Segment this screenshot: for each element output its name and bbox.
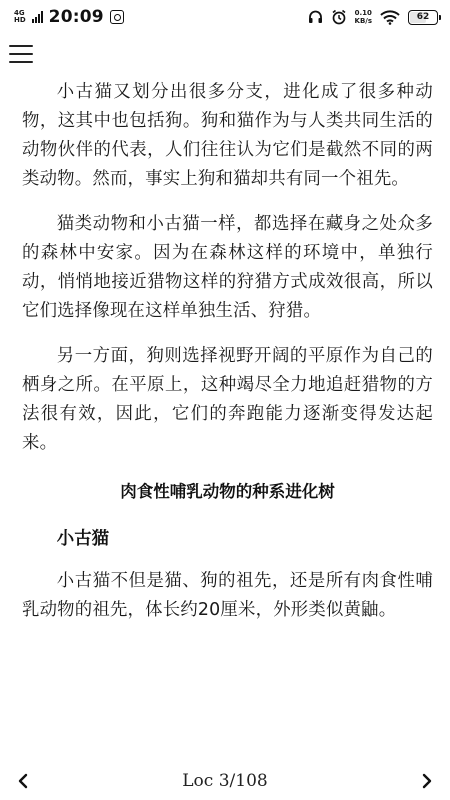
status-bar xyxy=(0,0,450,34)
network-speed-value: 0.10 xyxy=(354,9,372,17)
cellular-signal-icon xyxy=(32,11,43,23)
clock: 20:09 xyxy=(48,7,104,27)
previous-page-button[interactable] xyxy=(12,770,34,792)
paragraph: 猫类动物和小古猫一样，都选择在藏身之处众多的森林中安家。因为在森林这样的环境中，单独行动，悄悄地接近猎物这样的狩猎方式成效很高，所以它们选择像现在这样单独生活、狩猎。 xyxy=(22,214,433,321)
battery-level: 62 xyxy=(416,12,430,22)
network-sub-label: HD xyxy=(14,16,26,24)
paragraph: 小古猫又划分出很多分支，进化成了很多种动物，这其中也包括狗。狗和猫作为与人类共同生活的动物伙伴的代表，人们往往认为它们是截然不同的两类动物。然而，事实上狗和猫却共有同一个祖先。 xyxy=(22,82,433,189)
chevron-left-icon xyxy=(17,773,29,789)
alarm-icon xyxy=(331,9,347,25)
network-label: 4G xyxy=(14,9,25,17)
section-heading: 肉食性哺乳动物的种系进化树 xyxy=(120,482,335,501)
reader-content xyxy=(22,78,433,641)
headphones-icon xyxy=(308,10,323,24)
chevron-right-icon xyxy=(421,773,433,789)
menu-icon[interactable] xyxy=(8,44,34,64)
location-indicator: Loc 3/108 xyxy=(182,771,268,791)
network-speed-unit: KB/s xyxy=(354,17,372,25)
status-left xyxy=(14,7,124,27)
app-notification-icon xyxy=(110,10,124,24)
next-page-button[interactable] xyxy=(416,770,438,792)
wifi-icon xyxy=(380,10,400,25)
sub-heading: 小古猫 xyxy=(56,529,109,549)
paragraph: 另一方面，狗则选择视野开阔的平原作为自己的栖身之所。在平原上，这种竭尽全力地追赶猎物的方法很有效，因此，它们的奔跑能力逐渐变得发达起来。 xyxy=(22,346,433,453)
network-type xyxy=(14,10,26,24)
reader-footer xyxy=(0,762,450,800)
battery-icon xyxy=(408,10,438,25)
network-speed xyxy=(355,9,372,25)
paragraph: 小古猫不但是猫、狗的祖先，还是所有肉食性哺乳动物的祖先，体长约20厘米，外形类似黄鼬。 xyxy=(22,571,433,620)
status-right xyxy=(308,9,438,25)
